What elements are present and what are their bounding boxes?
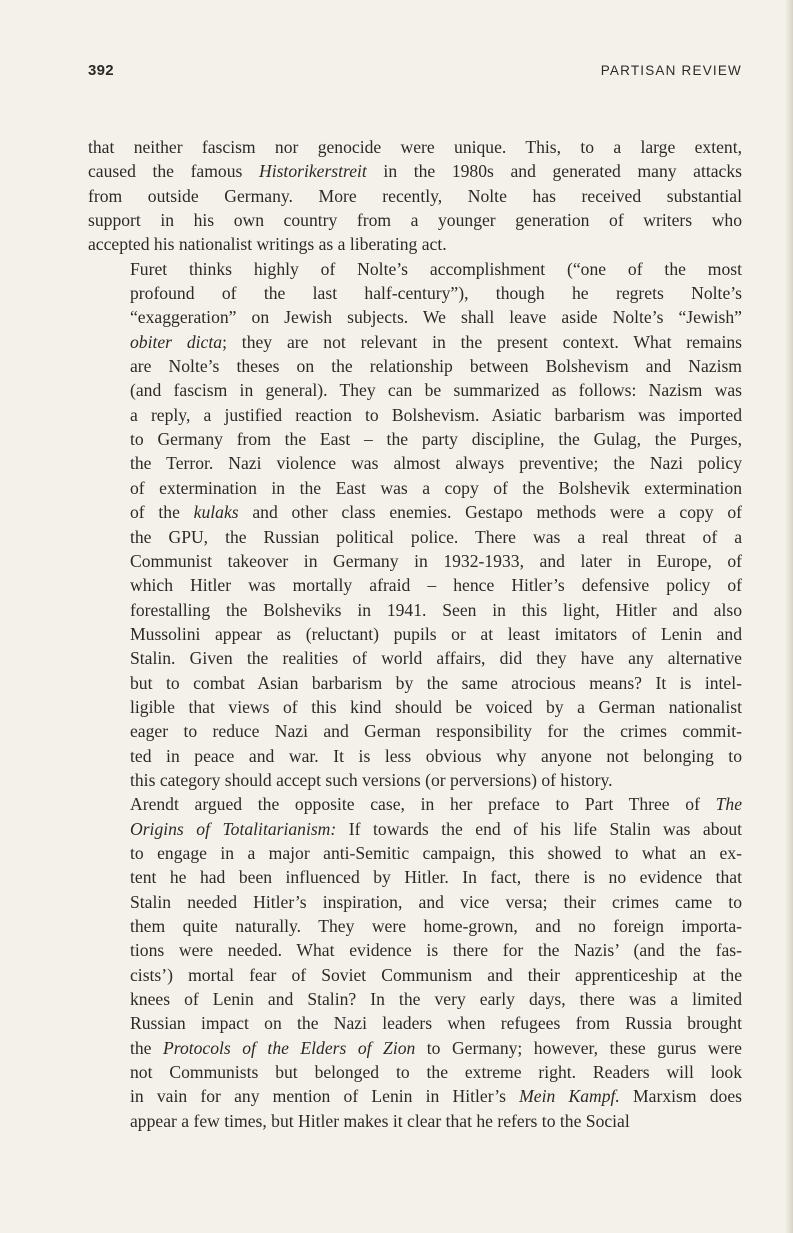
italic-text: The [715, 794, 742, 815]
text-line: appear a few times, but Hitler makes it clear that he refers to the Social [130, 1110, 630, 1131]
text-line: ted in peace and war. It is less obvious why anyone not belonging to [130, 745, 742, 766]
italic-text: kulaks [193, 502, 239, 523]
text-line: but to combat Asian barbarism by the same atrocious means? It is intel- [130, 672, 742, 693]
text-line: tent he had been influenced by Hitler. In fact, there is no evidence that [130, 867, 742, 888]
text-line: that neither fascism nor genocide were unique. This, to a large extent, [88, 137, 742, 157]
text-line: are Nolte’s theses on the relationship between Bolshevism and Nazism [130, 356, 742, 377]
text-line: cists’) mortal fear of Soviet Communism and their apprenticeship at the [130, 964, 742, 985]
text-line: caused the famous Historikerstreit in the 1980s and generated many attacks [88, 161, 742, 182]
text-line: which Hitler was mortally afraid – hence Hitler’s defensive policy of [130, 575, 742, 596]
text-line: obiter dicta; they are not relevant in the present context. What remains [130, 331, 742, 352]
text-line: eager to reduce Nazi and German responsibility for the crimes commit- [130, 721, 742, 742]
italic-text: Origins of Totalitarianism: [130, 818, 337, 839]
text-line: the Terror. Nazi violence was almost always preventive; the Nazi policy [130, 453, 742, 474]
text-line: ligible that views of this kind should be voiced by a German nationalist [130, 696, 742, 717]
running-head: PARTISAN REVIEW [600, 63, 742, 78]
italic-text: Historikerstreit [258, 161, 367, 182]
text-line: in vain for any mention of Lenin in Hitler’s Mein Kampf. Marxism does [130, 1086, 742, 1107]
text-line: Communist takeover in Germany in 1932-1933, and later in Europe, of [130, 550, 742, 571]
text-line: Origins of Totalitarianism: If towards the end of his life Stalin was about [130, 818, 743, 839]
page-number: 392 [88, 62, 114, 79]
text-line: the Protocols of the Elders of Zion to Germany; however, these gurus were [130, 1037, 742, 1058]
text-line: of extermination in the East was a copy of the Bolshevik extermination [130, 477, 742, 498]
text-line: support in his own country from a younger generation of writers who [88, 210, 742, 231]
text-line: knees of Lenin and Stalin? In the very early days, there was a limited [130, 989, 742, 1010]
text-line: Stalin needed Hitler’s inspiration, and vice versa; their crimes came to [130, 891, 742, 912]
italic-text: Mein Kampf. [519, 1086, 620, 1107]
text-line: to engage in a major anti-Semitic campaign, this showed to what an ex- [130, 842, 742, 863]
text-line: to Germany from the East – the party discipline, the Gulag, the Purges, [130, 429, 742, 450]
text-line: this category should accept such versions (or perversions) of history. [130, 769, 613, 790]
italic-text: Protocols of the Elders of Zion [163, 1037, 416, 1058]
text-line: “exaggeration” on Jewish subjects. We shall leave aside Nolte’s “Jewish” [130, 307, 742, 328]
text-line: not Communists but belonged to the extreme right. Readers will look [130, 1062, 742, 1083]
text-line: from outside Germany. More recently, Nolte has received substantial [88, 185, 742, 206]
text-line: Stalin. Given the realities of world affairs, did they have any alternative [130, 648, 742, 669]
paragraph [88, 135, 742, 257]
text-line: them quite naturally. They were home-grown, and no foreign importa- [130, 916, 742, 936]
text-line: forestalling the Bolsheviks in 1941. Seen in this light, Hitler and also [130, 599, 742, 620]
paragraph [88, 792, 742, 1133]
paragraph [88, 257, 742, 793]
text-line: accepted his nationalist writings as a liberating act. [88, 234, 447, 255]
text-line: a reply, a justified reaction to Bolshevism. Asiatic barbarism was imported [130, 404, 742, 425]
page-edge-shadow [785, 0, 793, 1233]
text-line: tions were needed. What evidence is there for the Nazis’ (and the fas- [130, 940, 742, 961]
text-line: Mussolini appear as (reluctant) pupils or at least imitators of Lenin and [130, 623, 742, 644]
italic-text: obiter dicta [130, 331, 223, 352]
text-line: Arendt argued the opposite case, in her preface to Part Three of The [130, 794, 742, 815]
body-text [88, 135, 742, 1133]
text-line: (and fascism in general). They can be summarized as follows: Nazism was [130, 380, 742, 401]
text-line: the GPU, the Russian political police. There was a real threat of a [130, 526, 742, 547]
text-line: Russian impact on the Nazi leaders when refugees from Russia brought [130, 1013, 742, 1034]
text-line: Furet thinks highly of Nolte’s accomplishment (“one of the most [130, 258, 742, 279]
text-line: profound of the last half-century”), though he regrets Nolte’s [130, 283, 742, 304]
page-header [88, 62, 742, 86]
text-line: of the kulaks and other class enemies. Gestapo methods were a copy of [130, 502, 742, 523]
